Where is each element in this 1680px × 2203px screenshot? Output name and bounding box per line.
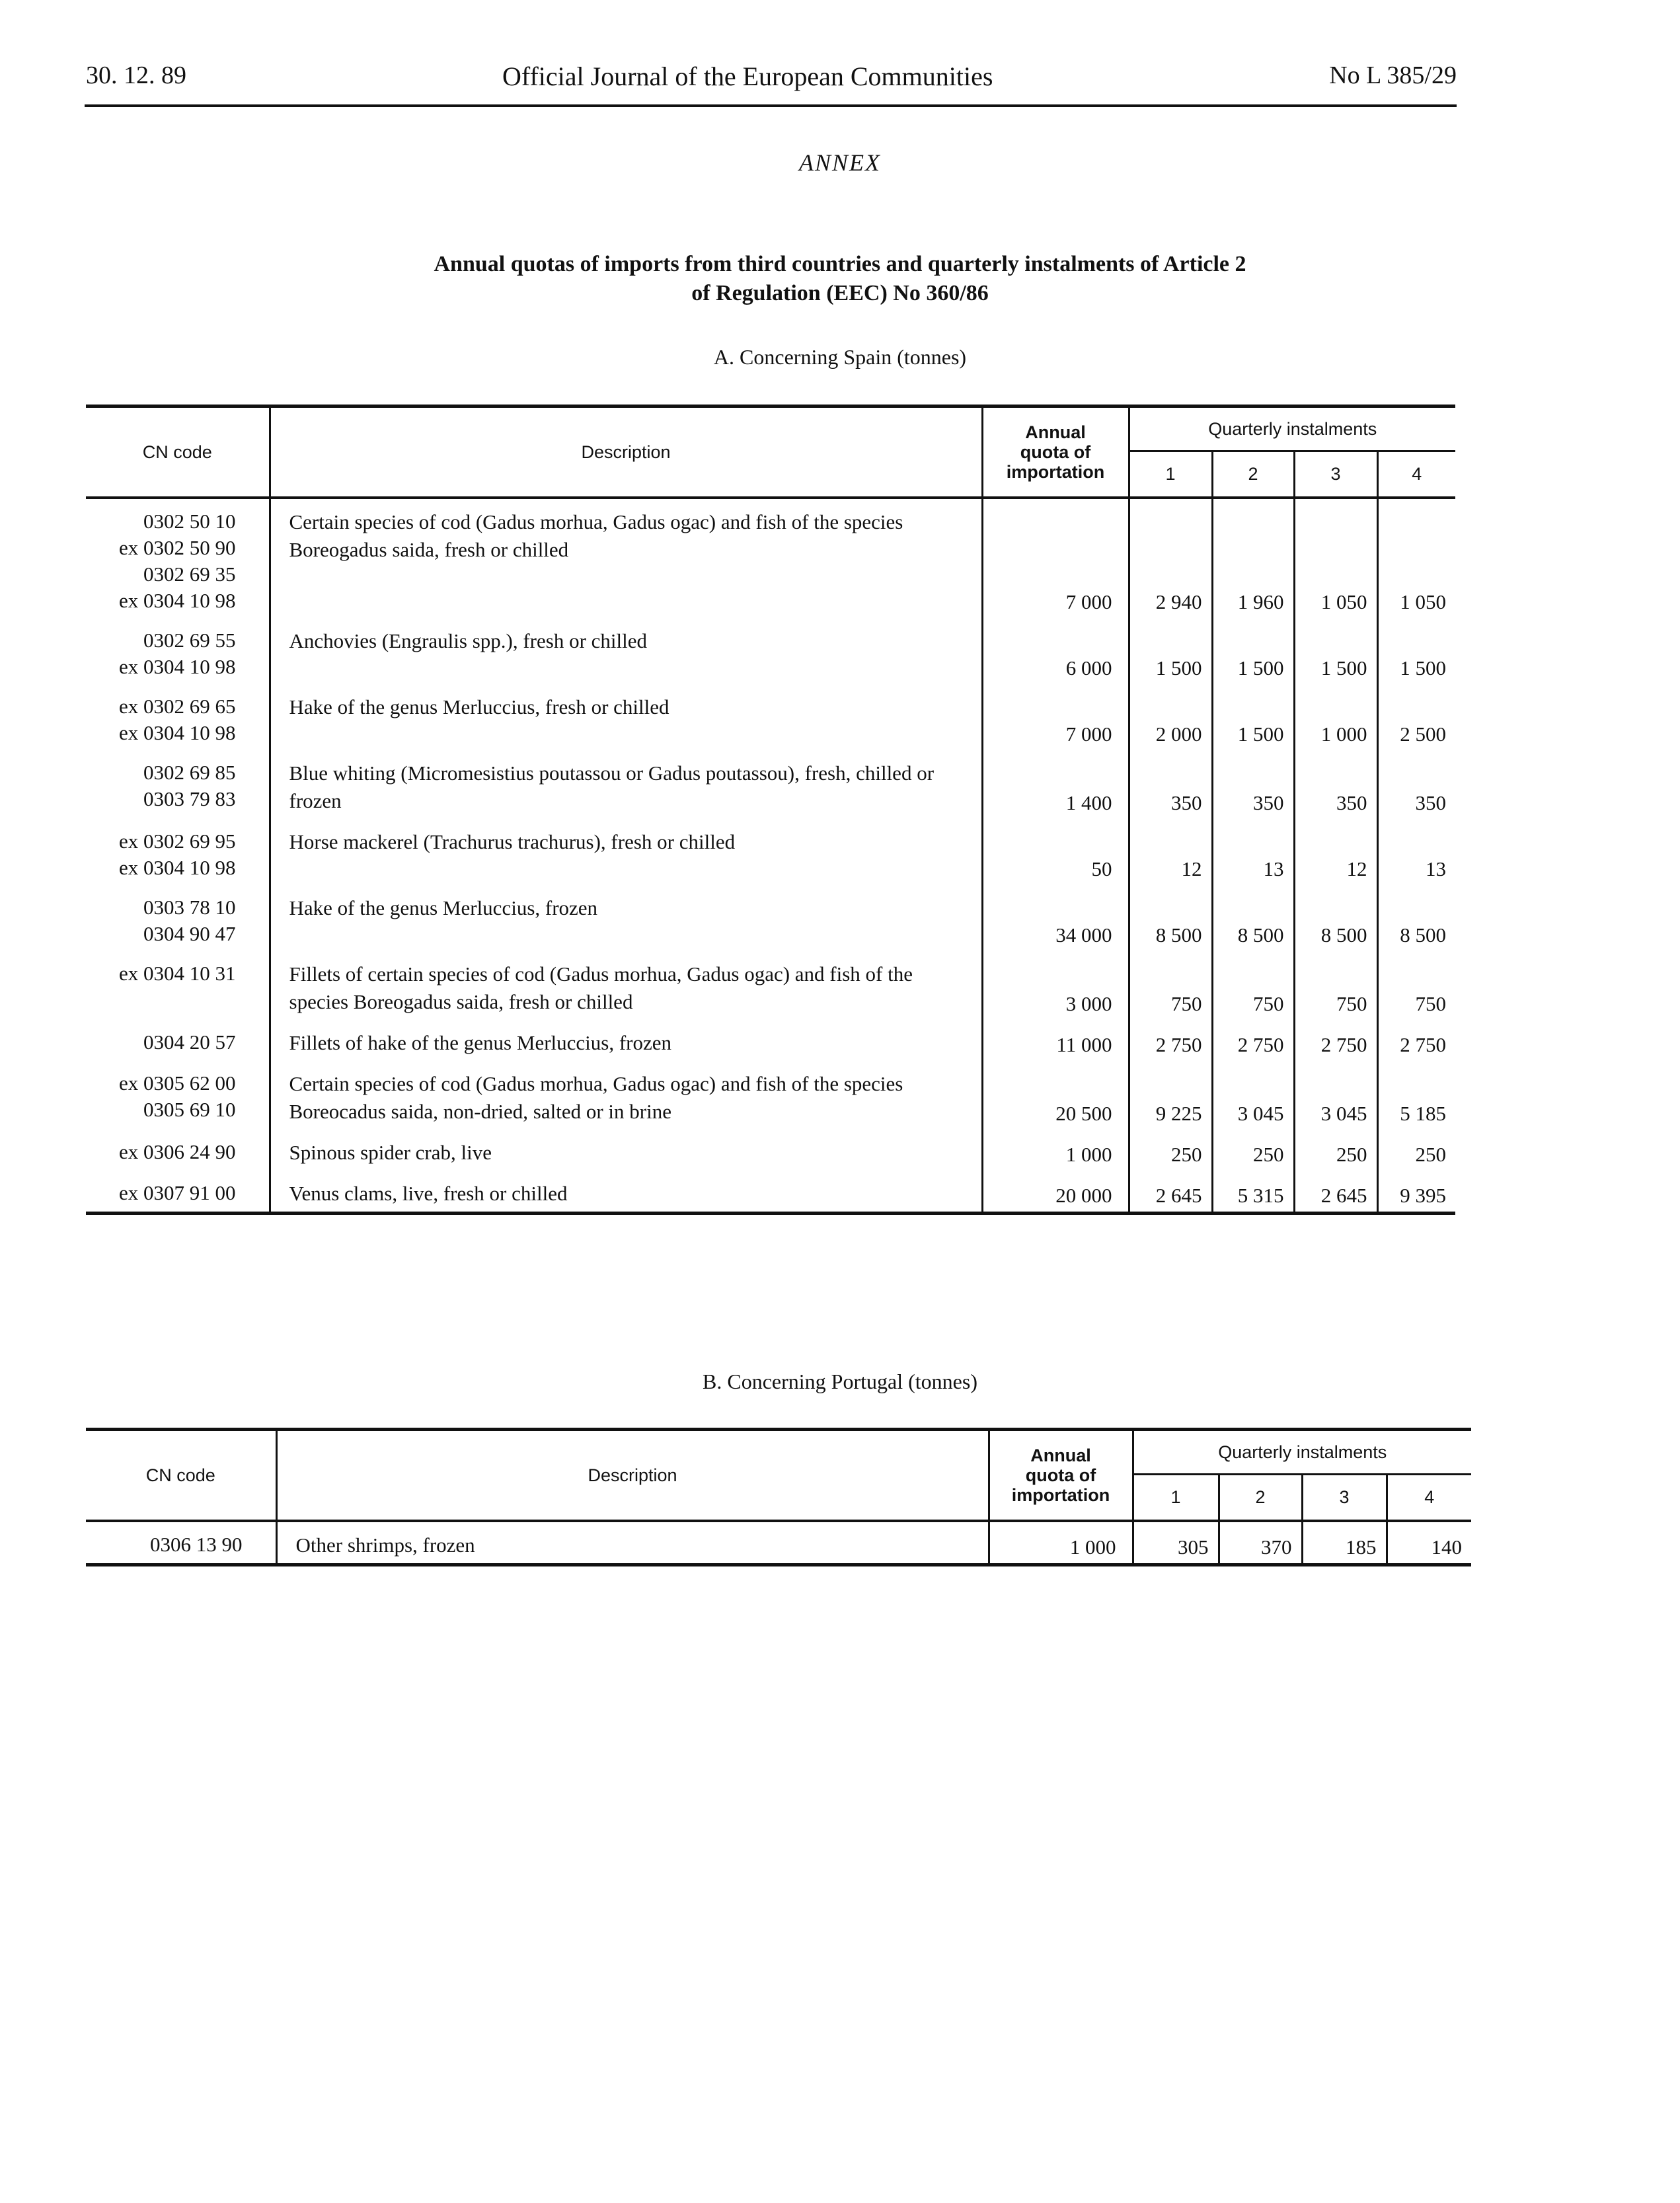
annual-quota-cell: 7 000 [982, 684, 1129, 750]
table-row [86, 1020, 1455, 1061]
portugal-quota-table [86, 1428, 1471, 1566]
cn-code: ex 0305 62 00 [118, 1071, 236, 1095]
cn-code: 0305 69 10 [143, 1098, 236, 1121]
cn-code: 0304 90 47 [143, 922, 236, 945]
cn-code-header: CN code [86, 406, 270, 498]
table-row [86, 1130, 1455, 1171]
cn-code: ex 0304 10 98 [118, 589, 236, 612]
q2-cell: 250 [1212, 1130, 1294, 1171]
q2-cell: 370 [1219, 1521, 1302, 1565]
cn-code: 0302 69 55 [143, 629, 236, 652]
spain-quota-rows [86, 498, 1455, 1214]
q4-cell: 1 050 [1400, 590, 1446, 613]
q1-cell: 12 [1129, 819, 1212, 885]
q2-cell: 5 315 [1212, 1171, 1294, 1214]
cn-code: ex 0304 10 31 [118, 962, 236, 985]
q4-cell: 5 185 [1400, 1102, 1446, 1125]
cn-code: 0303 78 10 [143, 896, 236, 919]
table-row [86, 819, 1455, 885]
q3-cell: 1 050 [1294, 498, 1377, 618]
table-row [86, 498, 1455, 618]
annual-quota-cell: 6 000 [982, 618, 1129, 684]
description-cell: Other shrimps, frozen [276, 1521, 989, 1565]
description-cell: Certain species of cod (Gadus morhua, Gadus ogac) and fish of the species Boreocadus saida, non-dried, salted or in brine [270, 1061, 982, 1130]
table-row [86, 1521, 1471, 1565]
q3-cell: 250 [1294, 1130, 1377, 1171]
annual-quota-cell: 20 000 [982, 1171, 1129, 1214]
cn-code: ex 0302 50 90 [118, 536, 236, 559]
cn-code-cell [86, 1521, 276, 1565]
q2-cell: 13 [1212, 819, 1294, 885]
q4-cell: 2 750 [1400, 1033, 1446, 1056]
q3-header: 3 [1294, 451, 1377, 498]
portugal-quota-rows [86, 1521, 1471, 1565]
cn-code: ex 0307 91 00 [118, 1181, 236, 1204]
q4-cell: 750 [1415, 992, 1446, 1015]
q1-cell: 2 940 [1129, 498, 1212, 618]
section-a-title: A. Concerning Spain (tonnes) [713, 345, 967, 369]
q1-cell: 2 645 [1129, 1171, 1212, 1214]
cn-code-cell [86, 1020, 270, 1061]
annual-quota-cell: 3 000 [982, 951, 1129, 1020]
q1-cell: 8 500 [1129, 885, 1212, 951]
description-header: Description [276, 1430, 989, 1522]
annual-quota-cell: 20 500 [982, 1061, 1129, 1130]
journal-number: No L 385/29 [1329, 61, 1457, 89]
description-cell: Hake of the genus Merluccius, fresh or chilled [270, 684, 982, 750]
cn-code: ex 0304 10 98 [118, 655, 236, 678]
q1-cell: 1 500 [1129, 618, 1212, 684]
cn-code-cell [86, 951, 270, 1020]
q2-cell: 1 500 [1212, 684, 1294, 750]
description-cell: Fillets of hake of the genus Merluccius, frozen [270, 1020, 982, 1061]
q1-cell: 2 000 [1129, 684, 1212, 750]
title-line-1: Annual quotas of imports from third countries and quarterly instalments of Article 2 [434, 252, 1246, 276]
q3-cell: 8 500 [1294, 885, 1377, 951]
q2-cell: 750 [1212, 951, 1294, 1020]
cn-code: ex 0302 69 95 [118, 830, 236, 853]
q4-cell: 8 500 [1400, 923, 1446, 947]
cn-code: 0303 79 83 [143, 787, 236, 810]
cn-code: 0302 69 35 [143, 562, 236, 586]
annual-quota-cell: 34 000 [982, 885, 1129, 951]
cn-code: ex 0304 10 98 [118, 721, 236, 744]
q3-header: 3 [1302, 1475, 1387, 1521]
description-cell: Horse mackerel (Trachurus trachurus), fresh or chilled [270, 819, 982, 885]
q4-cell: 140 [1387, 1521, 1471, 1565]
q3-cell: 350 [1294, 750, 1377, 819]
cn-code-cell [86, 684, 270, 750]
q1-cell: 750 [1129, 951, 1212, 1020]
q4-cell: 13 [1426, 857, 1446, 880]
cn-code-cell [86, 1171, 270, 1214]
cn-code-cell [86, 885, 270, 951]
cn-code-cell [86, 750, 270, 819]
description-cell: Venus clams, live, fresh or chilled [270, 1171, 982, 1214]
q3-cell: 2 645 [1294, 1171, 1377, 1214]
q4-cell: 350 [1415, 791, 1446, 814]
q3-cell: 12 [1294, 819, 1377, 885]
q4-header: 4 [1377, 451, 1455, 498]
description-header: Description [270, 406, 982, 498]
quarterly-instalments-header: Quarterly instalments [1133, 1430, 1471, 1475]
cn-code-cell [86, 618, 270, 684]
cn-code: 0306 13 90 [150, 1533, 243, 1556]
table-row [86, 951, 1455, 1020]
cn-code-cell [86, 1130, 270, 1171]
cn-code: 0304 20 57 [143, 1030, 236, 1054]
q1-cell: 350 [1129, 750, 1212, 819]
q4-cell: 2 500 [1400, 722, 1446, 746]
q2-header: 2 [1212, 451, 1294, 498]
q3-cell: 750 [1294, 951, 1377, 1020]
page-title [0, 250, 1680, 308]
description-cell: Blue whiting (Micromesistius poutassou or Gadus poutassou), fresh, chilled or frozen [270, 750, 982, 819]
description-cell: Fillets of certain species of cod (Gadus morhua, Gadus ogac) and fish of the species Boreogadus saida, fresh or chilled [270, 951, 982, 1020]
description-cell: Certain species of cod (Gadus morhua, Gadus ogac) and fish of the species Boreogadus saida, fresh or chilled [270, 498, 982, 618]
description-cell: Spinous spider crab, live [270, 1130, 982, 1171]
cn-code: 0302 50 10 [143, 510, 236, 533]
table-row [86, 885, 1455, 951]
table-row [86, 684, 1455, 750]
section-b-title: B. Concerning Portugal (tonnes) [703, 1370, 977, 1393]
table-row [86, 750, 1455, 819]
annual-quota-cell: 50 [982, 819, 1129, 885]
annual-quota-cell: 1 400 [982, 750, 1129, 819]
cn-code-cell [86, 819, 270, 885]
q1-cell: 2 750 [1129, 1020, 1212, 1061]
q2-cell: 1 500 [1212, 618, 1294, 684]
q4-cell: 1 500 [1400, 656, 1446, 679]
table-row [86, 1061, 1455, 1130]
q3-cell: 2 750 [1294, 1020, 1377, 1061]
description-cell: Anchovies (Engraulis spp.), fresh or chilled [270, 618, 982, 684]
annual-quota-header: Annual quota of importation [989, 1430, 1133, 1522]
description-cell: Hake of the genus Merluccius, frozen [270, 885, 982, 951]
header-date: 30. 12. 89 [86, 61, 186, 89]
table-row [86, 1171, 1455, 1214]
cn-code-cell [86, 1061, 270, 1130]
annual-quota-cell: 1 000 [982, 1130, 1129, 1171]
q4-cell: 9 395 [1377, 1171, 1455, 1214]
cn-code-cell [86, 498, 270, 618]
title-line-2: of Regulation (EEC) No 360/86 [691, 281, 989, 305]
q3-cell: 185 [1302, 1521, 1387, 1565]
annual-quota-cell: 7 000 [982, 498, 1129, 618]
quarterly-instalments-header: Quarterly instalments [1129, 406, 1455, 451]
q2-cell: 3 045 [1212, 1061, 1294, 1130]
q4-header: 4 [1387, 1475, 1471, 1521]
annual-quota-cell: 11 000 [982, 1020, 1129, 1061]
q3-cell: 1 000 [1294, 684, 1377, 750]
q1-header: 1 [1129, 451, 1212, 498]
q2-cell: 2 750 [1212, 1020, 1294, 1061]
cn-code: 0302 69 85 [143, 761, 236, 784]
q1-cell: 9 225 [1129, 1061, 1212, 1130]
q2-cell: 350 [1212, 750, 1294, 819]
cn-code: ex 0304 10 98 [118, 856, 236, 879]
q2-header: 2 [1219, 1475, 1302, 1521]
q3-cell: 1 500 [1294, 618, 1377, 684]
cn-code-header: CN code [86, 1430, 276, 1522]
table-row [86, 618, 1455, 684]
q4-cell: 250 [1415, 1143, 1446, 1166]
journal-title: Official Journal of the European Communities [502, 61, 993, 91]
annual-quota-header: Annual quota of importation [982, 406, 1129, 498]
q2-cell: 1 960 [1212, 498, 1294, 618]
q1-cell: 250 [1129, 1130, 1212, 1171]
annual-quota-cell: 1 000 [989, 1521, 1133, 1565]
q1-cell: 305 [1133, 1521, 1219, 1565]
annex-label: ANNEX [799, 149, 881, 176]
cn-code: ex 0302 69 65 [118, 695, 236, 718]
spain-quota-table [86, 405, 1455, 1215]
q1-header: 1 [1133, 1475, 1219, 1521]
header-rule [85, 104, 1457, 107]
q2-cell: 8 500 [1212, 885, 1294, 951]
cn-code: ex 0306 24 90 [118, 1140, 236, 1163]
q3-cell: 3 045 [1294, 1061, 1377, 1130]
